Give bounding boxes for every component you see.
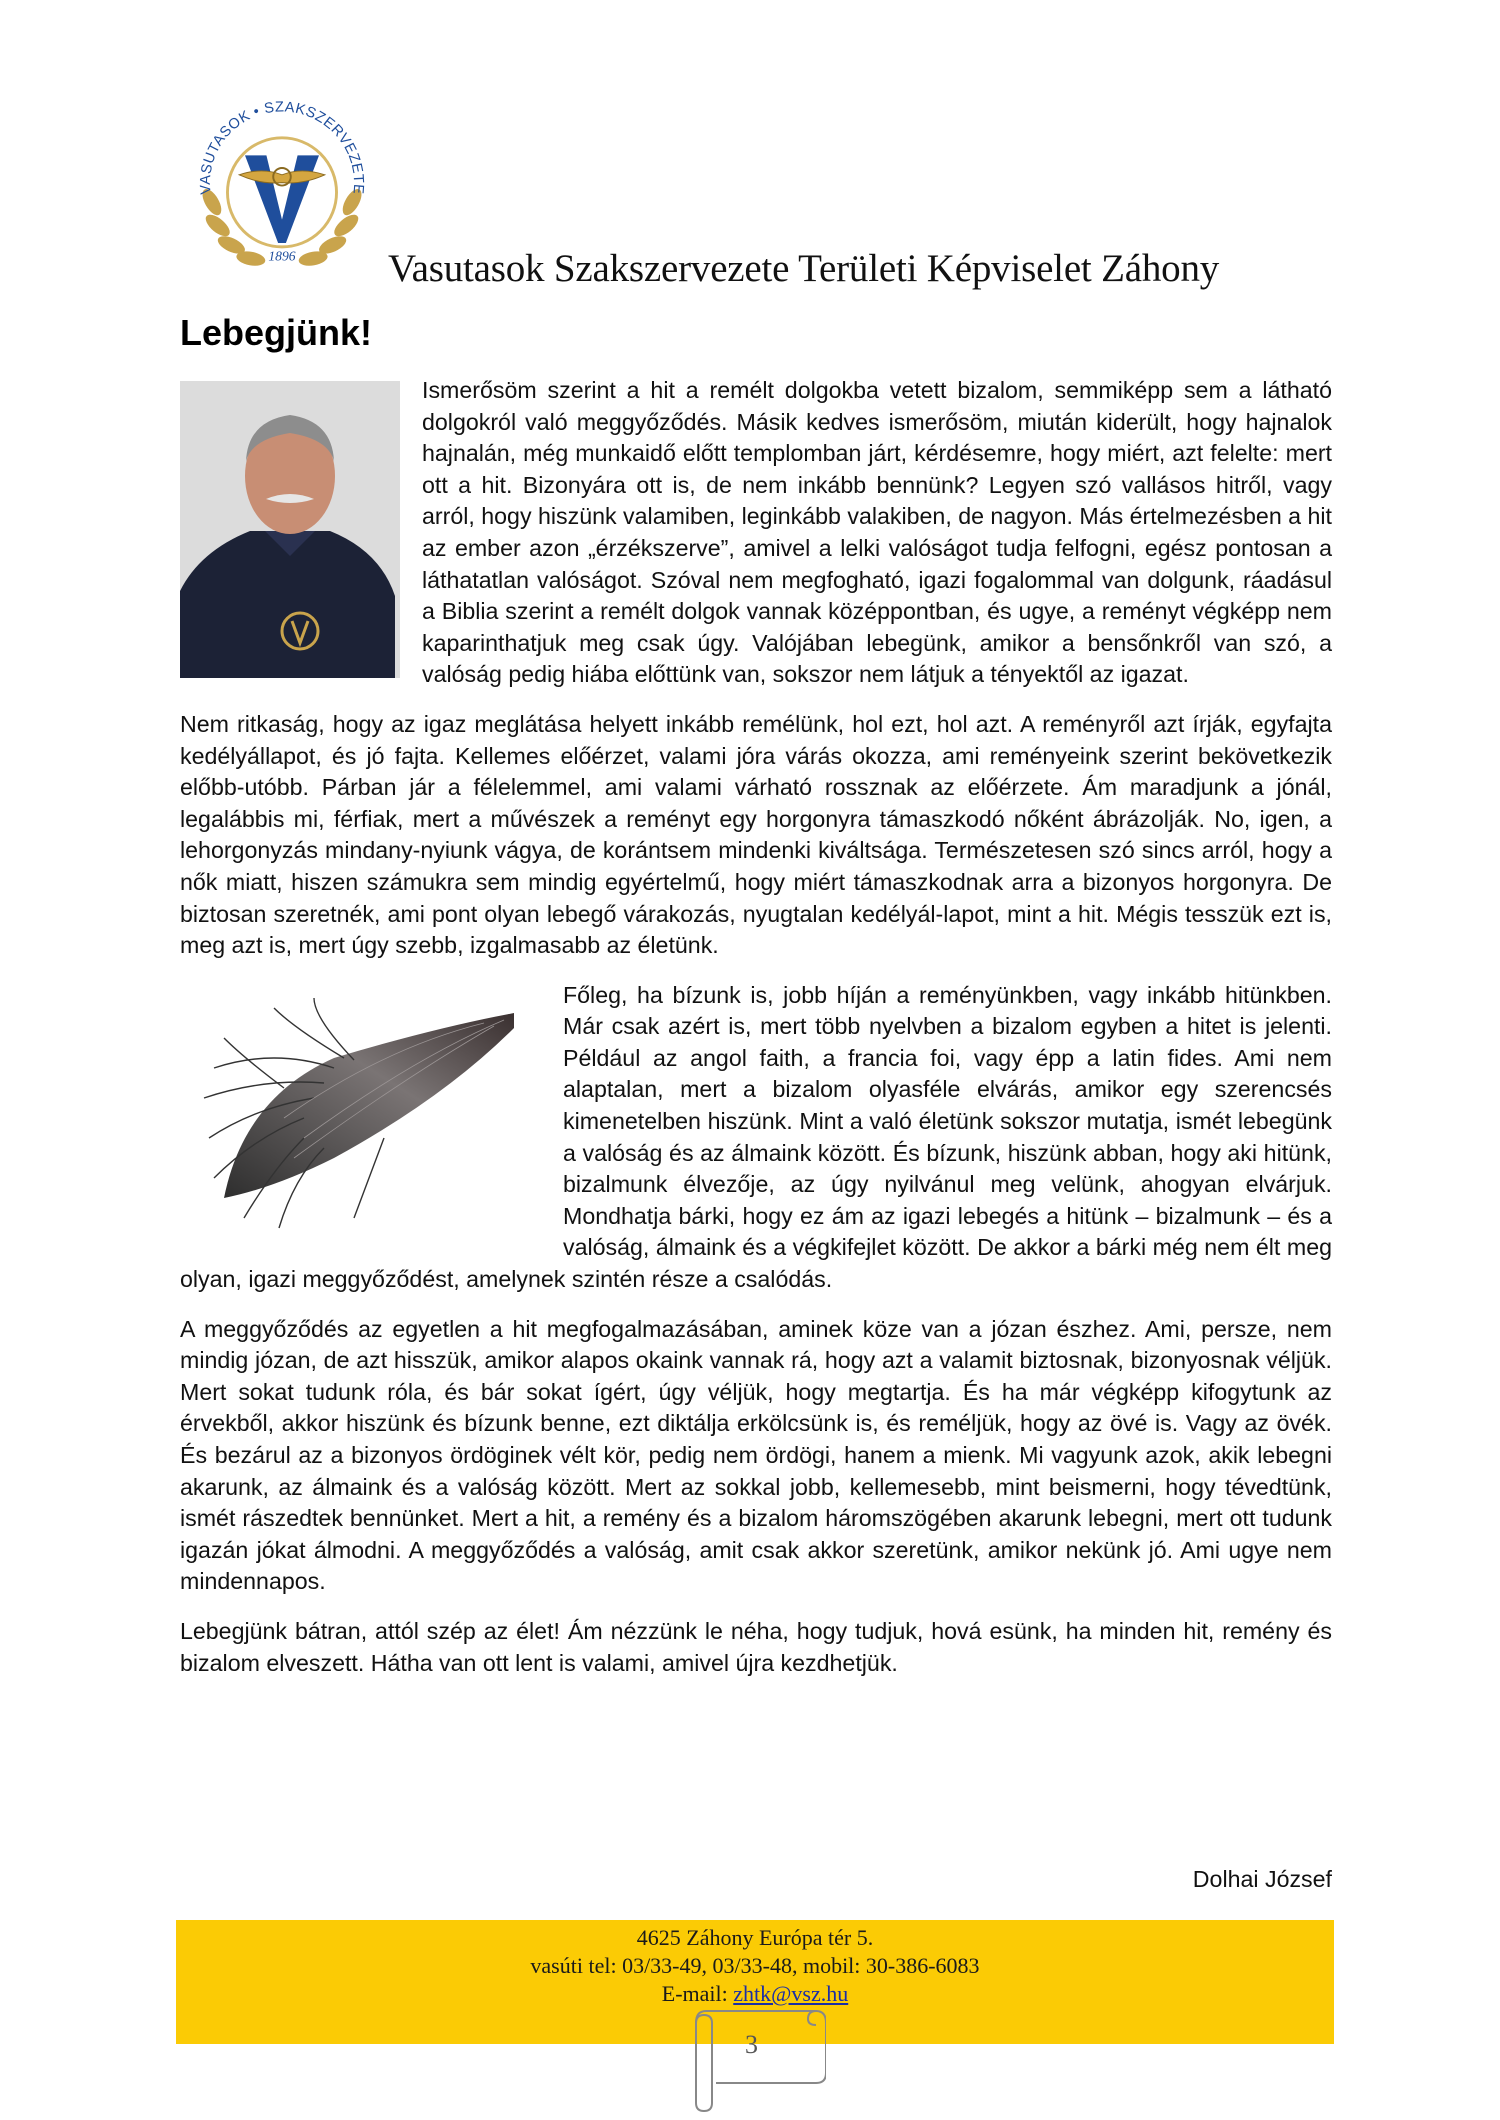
author-signature: Dolhai József <box>1192 1866 1332 1892</box>
footer-phones: vasúti tel: 03/33-49, 03/33-48, mobil: 30-386-6083 <box>530 1953 980 1978</box>
page-number: 3 <box>745 2030 758 2059</box>
logo-ring-text: VASUTASOK • SZAKSZERVEZETE <box>197 99 367 196</box>
footer-address: 4625 Záhony Európa tér 5. <box>636 1925 874 1950</box>
article-paragraph-5: Lebegjünk bátran, attól szép az élet! Ám nézzünk le néha, hogy tudjuk, hová esünk, ha minden hit, remény és bizalom elveszett. Hátha van ott lent is valami, amivel újra kezdhetjük. <box>180 1617 1332 1676</box>
logo-year: 1896 <box>268 248 296 264</box>
paragraph-text: Főleg, ha bízunk is, jobb híján a reményünkben, vagy inkább hitünkben. Már csak azért is, mert több nyelvben a bizalom egyben a hitet is jelenti. Például az angol faith, a francia foi, vagy épp a latin fides. Ami nem alaptalan, mert a bizalom olyasféle elvárás, amikor egy szerencsés kimenetelben hiszünk. Mint a való életünk sokszor mutatja, ismét lebegünk a valóság és az álmaink között. És bízunk, hiszünk abban, hogy aki hitünk, bizalmunk élvezője, az úgy nyilvánul meg velünk, ahogyan elvárjuk. Mondhatja bárki, hogy ez ám az igazi lebegés a hitünk – bizalmunk – és a valóság, álmaink és a végkifejlet között. De akkor a bárki még nem élt meg olyan, igazi meggyőződést, amelynek szintén része a csalódás. <box>180 981 1332 1293</box>
union-logo <box>183 95 381 280</box>
article-body <box>180 375 1332 1697</box>
author-portrait-photo <box>180 381 400 678</box>
article-paragraph-2: Nem ritkaság, hogy az igaz meglátása helyett inkább remélünk, hol ezt, hol azt. A reményről azt írják, egyfajta kedélyállapot, és jó fajta. Kellemes előérzet, valami jóra várás okozza, ami reményeink szerint bekövetkezik előbb-utóbb. Párban jár a félelemmel, ami valami várható rossznak az előérzete. Ám maradjunk a jónál, legalábbis mi, férfiak, mert a művészek a reményt egy horgonyra támaszkodó nőként ábrázolják. No, igen, a lehorgonyzás mindany-nyiunk vágya, de korántsem mindenki kiváltsága. Természetesen szó sincs arról, hogy a nők miatt, hiszen számukra sem mindig egyértelmű, hogy miért támaszkodnak arra a bizonyos horgonyra. De biztosan szeretnék, ami pont olyan lebegő várakozás, nyugtalan kedélyál-lapot, mint a hit. Mégis tesszük ezt is, meg azt is, mert úgy szebb, izgalmasabb az életünk. <box>180 710 1332 959</box>
article-paragraph-4: A meggyőződés az egyetlen a hit megfogalmazásában, aminek köze van a józan észhez. Ami, persze, nem mindig józan, de azt hisszük, amikor alapos okaink vannak rá, hogy azt a valamit biztosnak, bizonyosnak véljük. Mert sokat tudunk róla, és bár sokat ígért, úgy véljük, hogy megtartja. És ha már végképp kifogytunk az érvekből, akkor hiszünk és bízunk benne, ezt diktálja erkölcsünk is, és reméljük, hogy az övé is. Vagy az övék. És bezárul az a bizonyos ördöginek vélt kör, pedig nem ördögi, hanem a mienk. Mi vagyunk azok, akik lebegni akarunk, az álmaink és a valóság között. Mert az sokkal jobb, kellemesebb, mint beismerni, hogy tévedtünk, ismét rászedtek bennünket. Mert a hit, a remény és a bizalom háromszögében akarunk lebegni, mert ott tudunk igazán jókat álmodni. A meggyőződés a valóság, amit csak akkor szeretünk, amikor nekünk jó. Ami ugye nem mindennapos. <box>180 1315 1332 1595</box>
organization-title: Vasutasok Szakszervezete Területi Képviselet Záhony <box>388 247 1220 290</box>
article-paragraph-1 <box>180 375 1332 691</box>
paragraph-text: Ismerősöm szerint a hit a remélt dolgokba vetett bizalom, semmiképp sem a látható dolgokról való meggyőződés. Másik kedves ismerősöm, miután kiderült, hogy hajnalok hajnalán, még munkaidő előtt templomban járt, kérdésemre, hogy miért, azt felelte: mert ott a hit. Bizonyára ott is, de nem inkább bennünk? Legyen szó vallásos hitről, vagy arról, hogy hiszünk valamiben, leginkább valakiben, de nagyon. Más értelmezésben a hit az ember azon „érzékszerve”, amivel a lelki valóságot tudja felfogni, egész pontosan a láthatatlan valóságot. Szóval nem megfogható, igazi fogalommal van dolgunk, ráadásul a Biblia szerint a remélt dolgok vannak középpontban, és ugye, a reményt végképp nem kaparinthatjuk meg csak úgy. Valójában lebegünk, amikor a bensőnkről van szó, a valóság pedig hiába előttünk van, sokszor nem látjuk a tényektől az igazat. <box>422 377 1332 688</box>
feather-illustration <box>184 988 529 1243</box>
email-link[interactable]: zhtk@vsz.hu <box>733 1981 849 2006</box>
footer-email-label: E-mail: <box>661 1981 734 2006</box>
article-paragraph-3 <box>180 980 1332 1296</box>
article-headline: Lebegjünk! <box>180 312 373 353</box>
